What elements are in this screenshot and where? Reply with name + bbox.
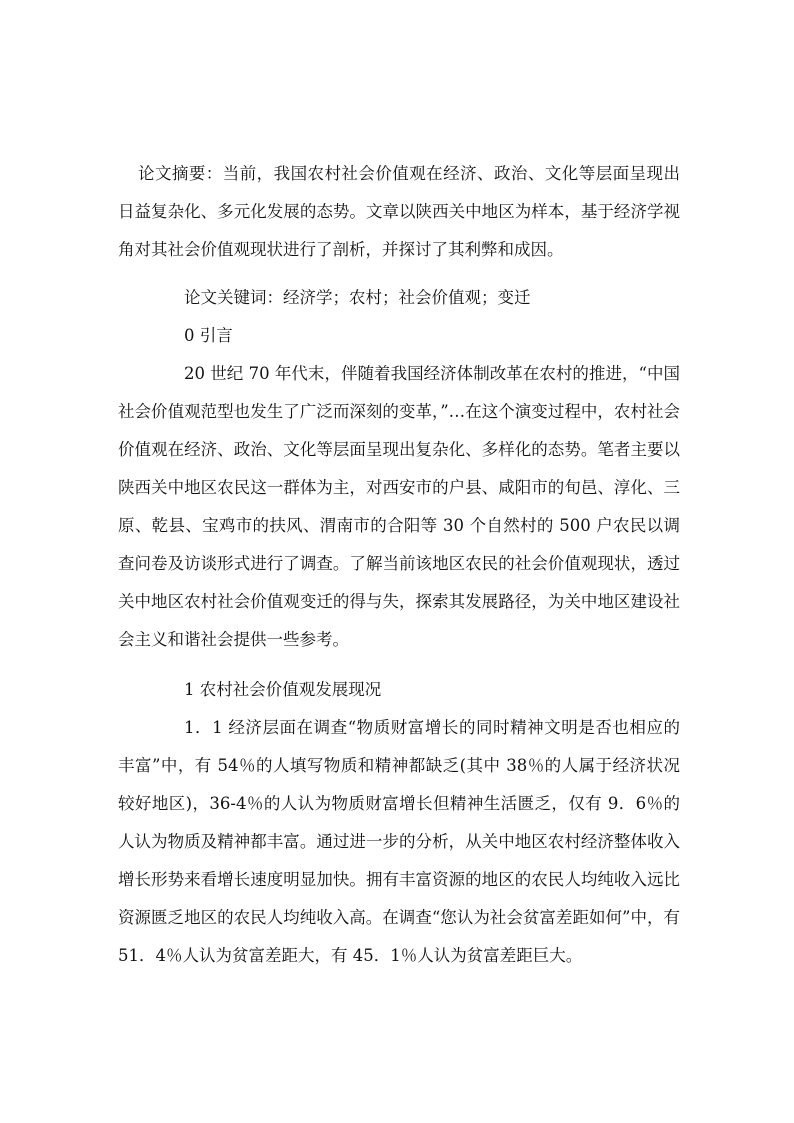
keywords-paragraph: 论文关键词：经济学；农村；社会价值观；变迁: [184, 288, 531, 307]
document-page: [118, 155, 680, 975]
section-0-body: 20 世纪 70 年代末，伴随着我国经济体制改革在农村的推进，“中国社会价值观范型也发生了广泛而深刻的变革，”…在这个演变过程中，农村社会价值观在经济、政治、文化等层面呈现出复杂化、多样化的态势。笔者主要以陕西关中地区农民这一群体为主，对西安市的户县、咸阳市的旬邑、淳化、三原、乾县、宝鸡市的扶风、渭南市的合阳等 30 个自然村的 500 户农民以调查问卷及访谈形式进行了调查。了解当前该地区农民的社会价值观现状，透过关中地区农村社会价值观变迁的得与失，探索其发展路径，为关中地区建设社会主义和谐社会提供一些参考。: [118, 364, 680, 649]
section-0-heading: 0 引言: [184, 326, 233, 345]
section-1-heading: 1 农村社会价值观发展现况: [184, 680, 382, 699]
section-1-body: 1．1 经济层面在调查“物质财富增长的同时精神文明是否也相应的丰富”中，有 54％的人填写物质和精神都缺乏(其中 38％的人属于经济状况较好地区)，36-4％的人认为物质财富增长但精神生活匮乏，仅有 9．6％的人认为物质及精神都丰富。通过进一步的分析，从关中地区农村经济整体收入增长形势来看增长速度明显加快。拥有丰富资源的地区的农民人均纯收入远比资源匮乏地区的农民人均纯收入高。在调查“您认为社会贫富差距如何”中，有 51．4％人认为贫富差距大，有 45．1％人认为贫富差距巨大。: [118, 718, 680, 965]
abstract-paragraph: 论文摘要：当前，我国农村社会价值观在经济、政治、文化等层面呈现出日益复杂化、多元化发展的态势。文章以陕西关中地区为样本，基于经济学视角对其社会价值观现状进行了剖析，并探讨了其利弊和成因。: [118, 164, 680, 259]
